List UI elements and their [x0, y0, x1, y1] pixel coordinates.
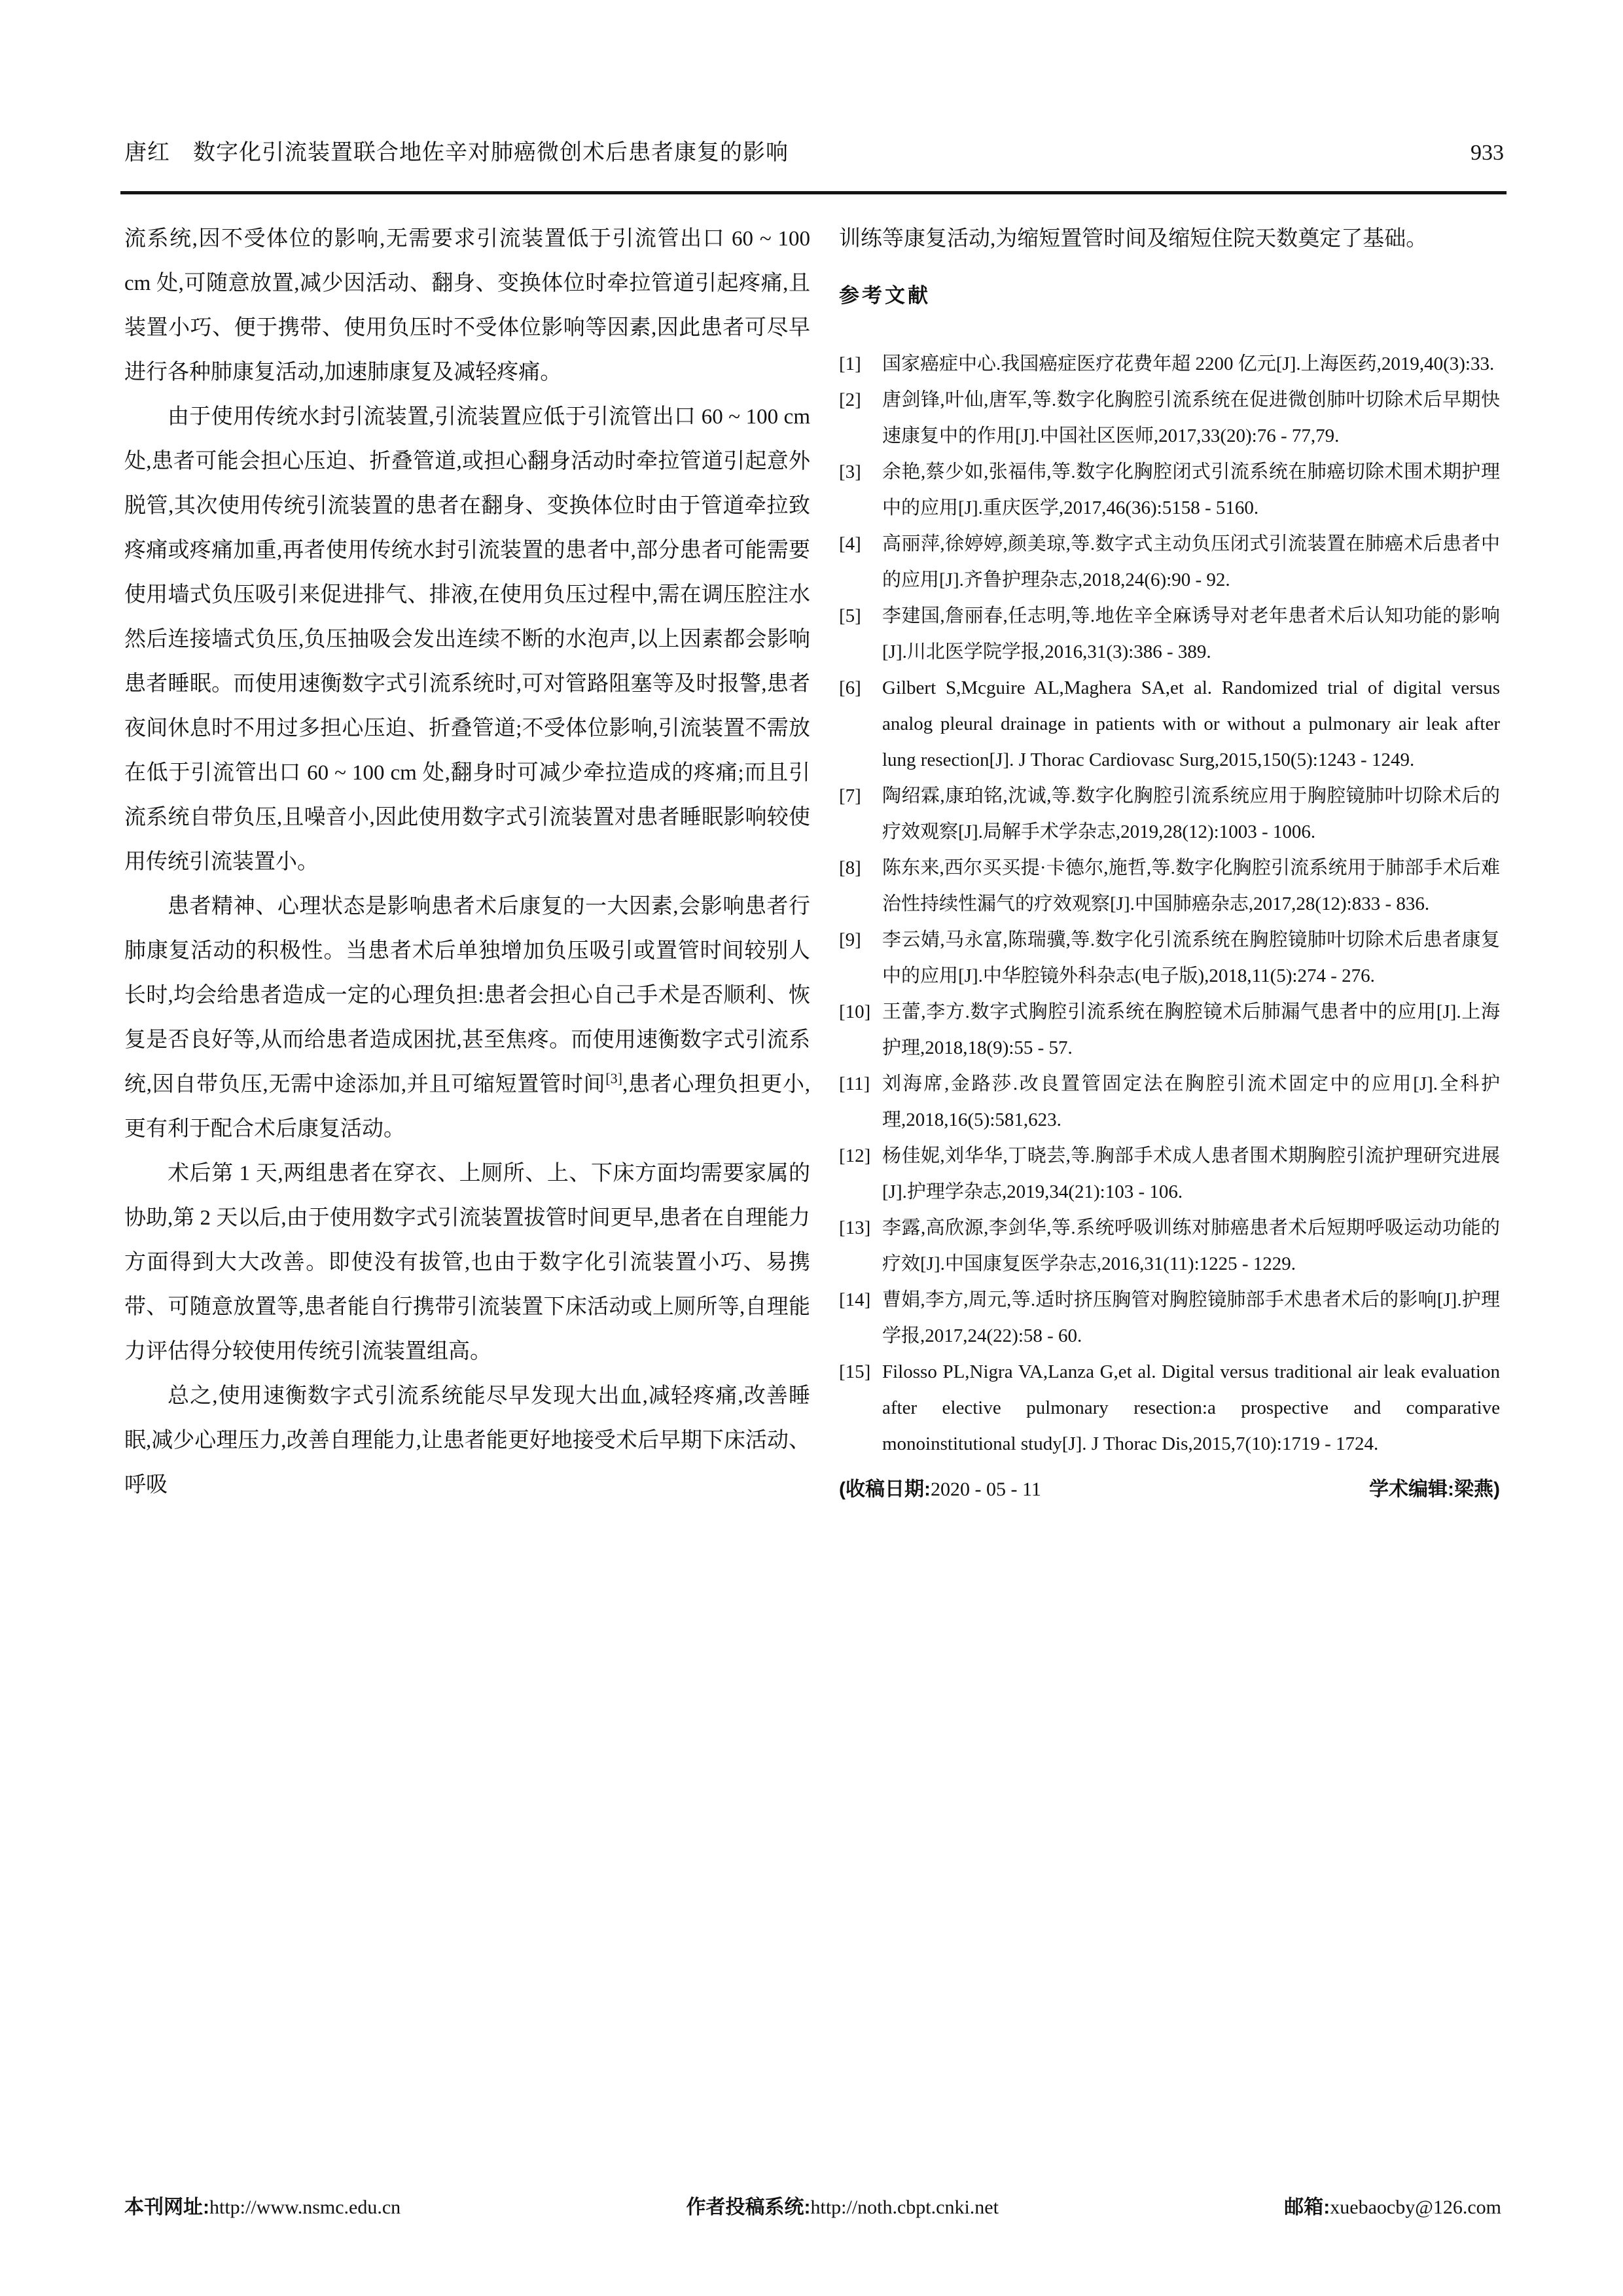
reference-text: 余艳,蔡少如,张福伟,等.数字化胸腔闭式引流系统在肺癌切除术围术期护理中的应用[J].重庆医学,2017,46(36):5158 - 5160.	[882, 461, 1500, 518]
footer-journal-url	[124, 2194, 401, 2221]
reference-item	[839, 1282, 1500, 1354]
references-list	[839, 346, 1500, 1462]
running-head	[124, 140, 1504, 166]
reference-item	[839, 346, 1500, 382]
reference-text: 唐剑锋,叶仙,唐军,等.数字化胸腔引流系统在促进微创肺叶切除术后早期快速康复中的作用[J].中国社区医师,2017,33(20):76 - 77,79.	[882, 389, 1500, 446]
reference-item	[839, 598, 1500, 670]
reference-text: 曹娟,李方,周元,等.适时挤压胸管对胸腔镜肺部手术患者术后的影响[J].护理学报,2017,24(22):58 - 60.	[882, 1289, 1500, 1346]
reference-number: [4]	[839, 533, 861, 554]
reference-text: 李云婧,马永富,陈瑞骥,等.数字化引流系统在胸腔镜肺叶切除术后患者康复中的应用[J].中华腔镜外科杂志(电子版),2018,11(5):274 - 276.	[882, 929, 1500, 986]
paragraph: 术后第 1 天,两组患者在穿衣、上厕所、上、下床方面均需要家属的协助,第 2 天以后,由于使用数字式引流装置拔管时间更早,患者在自理能力方面得到大大改善。即使没有拔管,也由于数字化引流装置小巧、易携带、可随意放置等,患者能自行携带引流装置下床活动或上厕所等,自理能力评估得分较使用传统引流装置组高。	[124, 1162, 810, 1363]
footer-value: http://www.nsmc.edu.cn	[209, 2197, 401, 2218]
reference-text: 陶绍霖,康珀铭,沈诚,等.数字化胸腔引流系统应用于胸腔镜肺叶切除术后的疗效观察[J].局解手术学杂志,2019,28(12):1003 - 1006.	[882, 785, 1500, 842]
references-heading: 参考文献	[839, 284, 931, 307]
citation-superscript: [3]	[605, 1070, 622, 1086]
reference-item	[839, 1066, 1500, 1138]
reference-item	[839, 922, 1500, 994]
reference-number: [9]	[839, 929, 861, 950]
left-column	[124, 217, 810, 1507]
reference-number: [5]	[839, 605, 861, 626]
paragraph: 流系统,因不受体位的影响,无需要求引流装置低于引流管出口 60 ~ 100 cm 处,可随意放置,减少因活动、翻身、变换体位时牵拉管道引起疼痛,且装置小巧、便于携带、使用负压时不受体位影响等因素,因此患者可尽早进行各种肺康复活动,加速肺康复及减轻疼痛。	[124, 227, 810, 384]
receipt-line	[839, 1471, 1500, 1507]
reference-number: [8]	[839, 857, 861, 878]
reference-text: 李建国,詹丽春,任志明,等.地佐辛全麻诱导对老年患者术后认知功能的影响[J].川北医学院学报,2016,31(3):386 - 389.	[882, 605, 1500, 662]
paragraph-text: ,患者心理负担更小,更有利于配合术后康复活动。	[124, 1073, 811, 1141]
reference-item	[839, 1138, 1500, 1210]
right-column	[839, 217, 1500, 1507]
reference-text: 高丽萍,徐婷婷,颜美琼,等.数字式主动负压闭式引流装置在肺癌术后患者中的应用[J].齐鲁护理杂志,2018,24(6):90 - 92.	[882, 533, 1500, 590]
reference-number: [10]	[839, 1001, 871, 1022]
reference-text: 刘海席,金路莎.改良置管固定法在胸腔引流术固定中的应用[J].全科护理,2018,16(5):581,623.	[882, 1073, 1500, 1130]
reference-text: 王蕾,李方.数字式胸腔引流系统在胸腔镜术后肺漏气患者中的应用[J].上海护理,2018,18(9):55 - 57.	[882, 1001, 1500, 1058]
footer-email	[1284, 2194, 1501, 2221]
footer-value: xuebaocby@126.com	[1330, 2197, 1501, 2218]
reference-number: [2]	[839, 389, 861, 410]
page-number: 933	[1471, 141, 1504, 165]
footer-value: http://noth.cbpt.cnki.net	[810, 2197, 999, 2218]
reference-item	[839, 1210, 1500, 1282]
paragraph	[124, 884, 810, 1151]
reference-text: Filosso PL,Nigra VA,Lanza G,et al. Digital versus traditional air leak evaluation after elective pulmonary resection:a prospective and comparative monoinstitutional study[J]. J Thorac Dis,2015,7(10):1719 - 1724.	[882, 1361, 1500, 1454]
received-date	[839, 1471, 1041, 1507]
footer-submission-url	[686, 2194, 998, 2221]
received-date-value: 2020 - 05 - 11	[930, 1479, 1041, 1500]
page-footer	[124, 2194, 1501, 2221]
reference-item	[839, 454, 1500, 526]
reference-item	[839, 850, 1500, 922]
reference-number: [13]	[839, 1217, 871, 1238]
reference-item	[839, 994, 1500, 1066]
footer-label: 邮箱:	[1284, 2197, 1330, 2218]
reference-number: [14]	[839, 1289, 871, 1310]
reference-text: 李露,高欣源,李剑华,等.系统呼吸训练对肺癌患者术后短期呼吸运动功能的疗效[J].中国康复医学杂志,2016,31(11):1225 - 1229.	[882, 1217, 1500, 1274]
reference-text: 陈东来,西尔买买提·卡德尔,施哲,等.数字化胸腔引流系统用于肺部手术后难治性持续性漏气的疗效观察[J].中国肺癌杂志,2017,28(12):833 - 836.	[882, 857, 1500, 914]
footer-label: 本刊网址:	[124, 2197, 209, 2218]
reference-number: [6]	[839, 677, 861, 698]
reference-item	[839, 670, 1500, 778]
reference-number: [12]	[839, 1145, 871, 1166]
reference-text: Gilbert S,Mcguire AL,Maghera SA,et al. Randomized trial of digital versus analog pleural drainage in patients with or without a pulmonary air leak after lung resection[J]. J Thorac Cardiovasc Surg,2015,150(5):1243 - 1249.	[882, 677, 1500, 770]
running-head-title: 唐红 数字化引流装置联合地佐辛对肺癌微创术后患者康复的影响	[124, 141, 789, 165]
reference-item	[839, 526, 1500, 598]
reference-item	[839, 382, 1500, 454]
reference-number: [1]	[839, 353, 861, 374]
paragraph-text: 患者精神、心理状态是影响患者术后康复的一大因素,会影响患者行肺康复活动的积极性。当患者术后单独增加负压吸引或置管时间较别人长时,均会给患者造成一定的心理负担:患者会担心自己手术是否顺利、恢复是否良好等,从而给患者造成困扰,甚至焦疼。而使用速衡数字式引流系统,因自带负压,无需中途添加,并且可缩短置管时间	[124, 895, 810, 1096]
header-rule	[120, 191, 1507, 194]
paragraph: 训练等康复活动,为缩短置管时间及缩短住院天数奠定了基础。	[839, 227, 1428, 251]
reference-text: 杨佳妮,刘华华,丁晓芸,等.胸部手术成人患者围术期胸腔引流护理研究进展[J].护理学杂志,2019,34(21):103 - 106.	[882, 1145, 1500, 1202]
reference-number: [11]	[839, 1073, 870, 1094]
reference-item	[839, 1354, 1500, 1462]
reference-text: 国家癌症中心.我国癌症医疗花费年超 2200 亿元[J].上海医药,2019,40(3):33.	[882, 353, 1495, 374]
reference-number: [7]	[839, 785, 861, 806]
reference-item	[839, 778, 1500, 850]
academic-editor: 学术编辑:梁燕)	[1369, 1479, 1500, 1500]
reference-number: [15]	[839, 1361, 871, 1382]
footer-label: 作者投稿系统:	[686, 2197, 811, 2218]
received-date-label: (收稿日期:	[839, 1479, 931, 1500]
paragraph: 由于使用传统水封引流装置,引流装置应低于引流管出口 60 ~ 100 cm 处,患者可能会担心压迫、折叠管道,或担心翻身活动时牵拉管道引起意外脱管,其次使用传统引流装置的患者在翻身、变换体位时由于管道牵拉致疼痛或疼痛加重,再者使用传统水封引流装置的患者中,部分患者可能需要使用墙式负压吸引来促进排气、排液,在使用负压过程中,需在调压腔注水然后连接墙式负压,负压抽吸会发出连续不断的水泡声,以上因素都会影响患者睡眠。而使用速衡数字式引流系统时,可对管路阻塞等及时报警,患者夜间休息时不用过多担心压迫、折叠管道;不受体位影响,引流装置不需放在低于引流管出口 60 ~ 100 cm 处,翻身时可减少牵拉造成的疼痛;而且引流系统自带负压,且噪音小,因此使用数字式引流装置对患者睡眠影响较使用传统引流装置小。	[124, 405, 810, 874]
paragraph: 总之,使用速衡数字式引流系统能尽早发现大出血,减轻疼痛,改善睡眠,减少心理压力,改善自理能力,让患者能更好地接受术后早期下床活动、呼吸	[124, 1384, 810, 1497]
reference-number: [3]	[839, 461, 861, 482]
